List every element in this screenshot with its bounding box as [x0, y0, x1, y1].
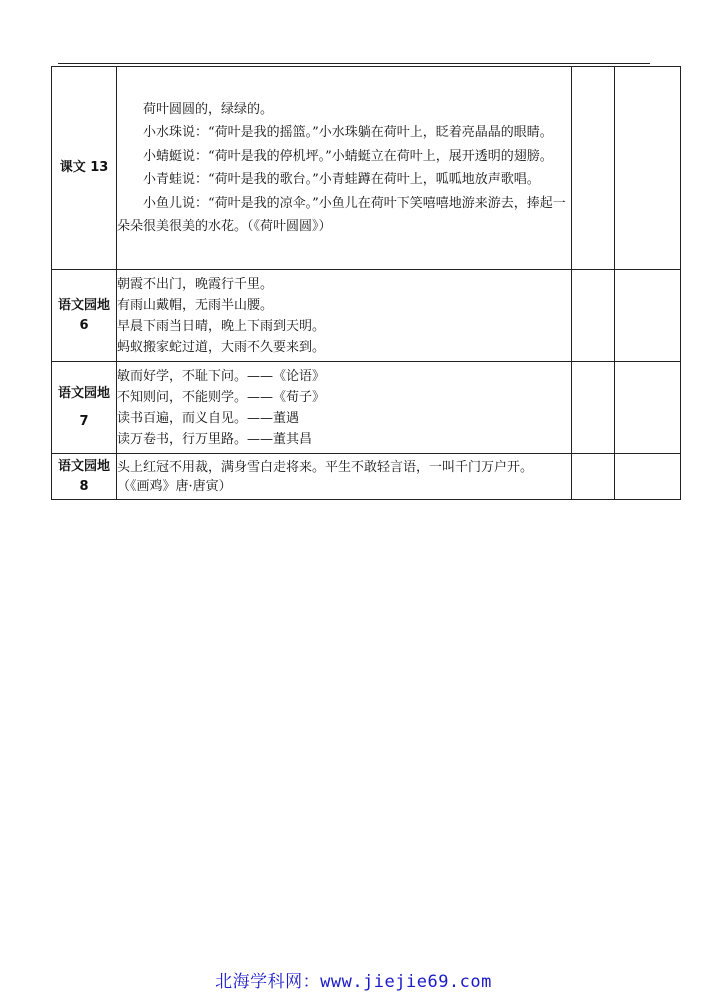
check-cell[interactable] — [615, 67, 681, 270]
row-content — [117, 270, 572, 362]
text-line: 头上红冠不用裁，满身雪白走将来。平生不敢轻言语，一叫千门万户开。 — [117, 459, 534, 475]
text-line: 有雨山戴帽，无雨半山腰。 — [117, 297, 274, 313]
table-row — [52, 362, 681, 454]
text-line: 荷叶圆圆的，绿绿的。 — [143, 101, 274, 117]
row-label: 语文园地 8 — [52, 454, 117, 500]
row-content — [117, 454, 572, 500]
table-row — [52, 454, 681, 500]
text-line: 小水珠说：“荷叶是我的摇篮。”小水珠躺在荷叶上，眨着亮晶晶的眼睛。 — [143, 125, 553, 140]
text-line: 小鱼儿说：“荷叶是我的凉伞。”小鱼儿在荷叶下笑嘻嘻地游来游去，捧起一朵朵很美很美的水花。（《荷叶圆圆》） — [117, 195, 566, 234]
check-cell[interactable] — [572, 270, 615, 362]
check-cell[interactable] — [572, 454, 615, 500]
text-line: 蚂蚁搬家蛇过道，大雨不久要来到。 — [117, 339, 326, 355]
text-line: 读万卷书，行万里路。——董其昌 — [117, 431, 313, 447]
text-line: 朝霞不出门，晚霞行千里。 — [117, 276, 274, 292]
check-cell[interactable] — [572, 362, 615, 454]
check-cell[interactable] — [615, 270, 681, 362]
footer-watermark: 北海学科网：www.jiejie69.com — [215, 972, 492, 992]
check-cell[interactable] — [615, 362, 681, 454]
text-line: 小蜻蜓说：“荷叶是我的停机坪。”小蜻蜓立在荷叶上，展开透明的翅膀。 — [143, 148, 553, 164]
table-row — [52, 67, 681, 270]
row-content — [117, 67, 572, 270]
text-line: 早晨下雨当日晴，晚上下雨到天明。 — [117, 318, 326, 334]
check-cell[interactable] — [615, 454, 681, 500]
row-label: 课文 13 — [52, 67, 117, 270]
check-cell[interactable] — [572, 67, 615, 270]
top-rule — [58, 63, 650, 64]
text-line: 读书百遍，而义自见。——董遇 — [117, 410, 300, 426]
recitation-table — [51, 66, 681, 500]
table-row — [52, 270, 681, 362]
row-label: 语文园地 7 — [52, 362, 117, 454]
row-label: 语文园地 6 — [52, 270, 117, 362]
text-line: 小青蛙说：“荷叶是我的歌台。”小青蛙蹲在荷叶上，呱呱地放声歌唱。 — [143, 172, 540, 187]
row-content — [117, 362, 572, 454]
text-line: 不知则问，不能则学。——《荀子》 — [117, 389, 326, 405]
text-line: （《画鸡》唐·唐寅） — [117, 478, 232, 494]
text-line: 敏而好学，不耻下问。——《论语》 — [117, 368, 326, 384]
